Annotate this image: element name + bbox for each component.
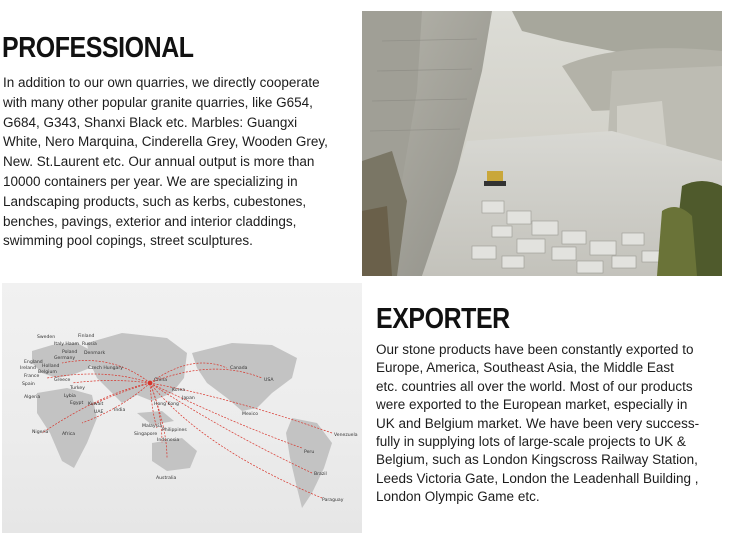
quarry-illustration xyxy=(362,11,722,276)
north-america-shape xyxy=(192,343,297,411)
professional-line: swimming pool copings, street sculptures. xyxy=(3,233,253,249)
map-label: Malaysia xyxy=(142,424,163,429)
map-label: Algeria xyxy=(24,395,41,400)
map-label: Venezuela xyxy=(334,433,358,438)
indonesia-shape xyxy=(137,411,174,425)
professional-heading: PROFESSIONAL xyxy=(2,32,194,64)
south-america-shape xyxy=(286,418,332,508)
map-label: Russia xyxy=(82,342,97,347)
map-label: Czech Hungary xyxy=(88,366,123,371)
map-label: Belgium xyxy=(38,370,57,375)
map-label: India xyxy=(114,408,126,413)
export-world-map xyxy=(2,283,362,533)
professional-line: New. St.Laurent etc. Our annual output is more than xyxy=(3,154,315,170)
professional-line: Landscaping products, such as kerbs, cubestones, xyxy=(3,193,307,209)
exporter-line: etc. countries all over the world. Most of our products xyxy=(376,378,693,394)
map-label: Japan xyxy=(182,396,195,401)
map-label: Canada xyxy=(230,366,248,371)
continents xyxy=(32,333,332,508)
exporter-paragraph xyxy=(376,341,708,507)
professional-line: G684, G343, Shanxi Black etc. Marbles: Guangxi xyxy=(3,114,298,130)
exporter-line: Leeds Victoria Gate, London the Leadenhall Building , xyxy=(376,470,699,486)
map-label: Philippines xyxy=(162,428,187,433)
map-label: Ireland xyxy=(20,366,36,371)
excavator-shape xyxy=(487,171,503,181)
world-map-svg xyxy=(2,283,362,533)
map-label: Finland xyxy=(78,334,95,339)
map-label: Denmark xyxy=(84,351,106,356)
map-label: Australia xyxy=(156,476,177,481)
map-label: Singapore xyxy=(134,432,158,437)
exporter-line: were exported to the European market, especially in xyxy=(376,397,688,413)
quarry-photo xyxy=(362,11,722,276)
professional-line: benches, pavings, exterior and interior claddings, xyxy=(3,213,297,229)
professional-paragraph xyxy=(3,73,343,251)
map-label: Nigeria xyxy=(32,430,49,435)
exporter-line: fully in supplying lots of large-scale projects to UK & xyxy=(376,434,686,450)
professional-line: White, Nero Marquina, Cinderella Grey, Wooden Grey, xyxy=(3,134,328,150)
africa-shape xyxy=(37,388,97,468)
map-label: Africa xyxy=(62,432,76,437)
map-label: Brazil xyxy=(314,472,327,477)
exporter-line: Europe, America, Southeast Asia, the Middle East xyxy=(376,360,674,376)
map-label: England xyxy=(24,360,43,365)
map-label: France xyxy=(24,374,40,379)
map-label: UAE xyxy=(94,410,104,415)
map-label: Italy Haam xyxy=(54,342,79,347)
exporter-heading: EXPORTER xyxy=(376,303,510,335)
professional-line: 10000 containers per year. We are specializing in xyxy=(3,173,298,189)
map-label: Holland xyxy=(42,364,60,369)
professional-line: with many other popular granite quarries, like G654, xyxy=(3,94,313,110)
map-label: Sweden xyxy=(37,335,56,340)
exporter-line: Belgium, such as London Kingscross Railway Station, xyxy=(376,452,698,468)
map-label: Turkey xyxy=(70,386,85,391)
map-label: Hong Kong xyxy=(154,402,179,407)
map-label: Mexico xyxy=(242,412,259,417)
exporter-line: UK and Belgium market. We have been very success- xyxy=(376,415,700,431)
map-label: Egypt xyxy=(70,401,84,406)
exporter-line: London Olympic Game etc. xyxy=(376,489,540,505)
map-label: Spain xyxy=(22,382,35,387)
map-label: Greece xyxy=(54,378,71,383)
map-label: USA xyxy=(264,378,274,383)
map-label: Indonesia xyxy=(157,438,180,443)
map-label: Paraguay xyxy=(322,498,344,503)
map-label: Korea xyxy=(172,388,186,393)
map-label: Poland xyxy=(62,350,78,355)
map-label: China xyxy=(154,378,168,383)
map-label: Lybia xyxy=(64,394,76,399)
map-label: Peru xyxy=(304,450,315,455)
map-label: Germany xyxy=(54,356,76,361)
origin-marker xyxy=(148,381,153,386)
exporter-line: Our stone products have been constantly exported to xyxy=(376,342,694,357)
map-label: Kuwait xyxy=(88,402,104,407)
professional-line: In addition to our own quarries, we directly cooperate xyxy=(3,75,320,90)
